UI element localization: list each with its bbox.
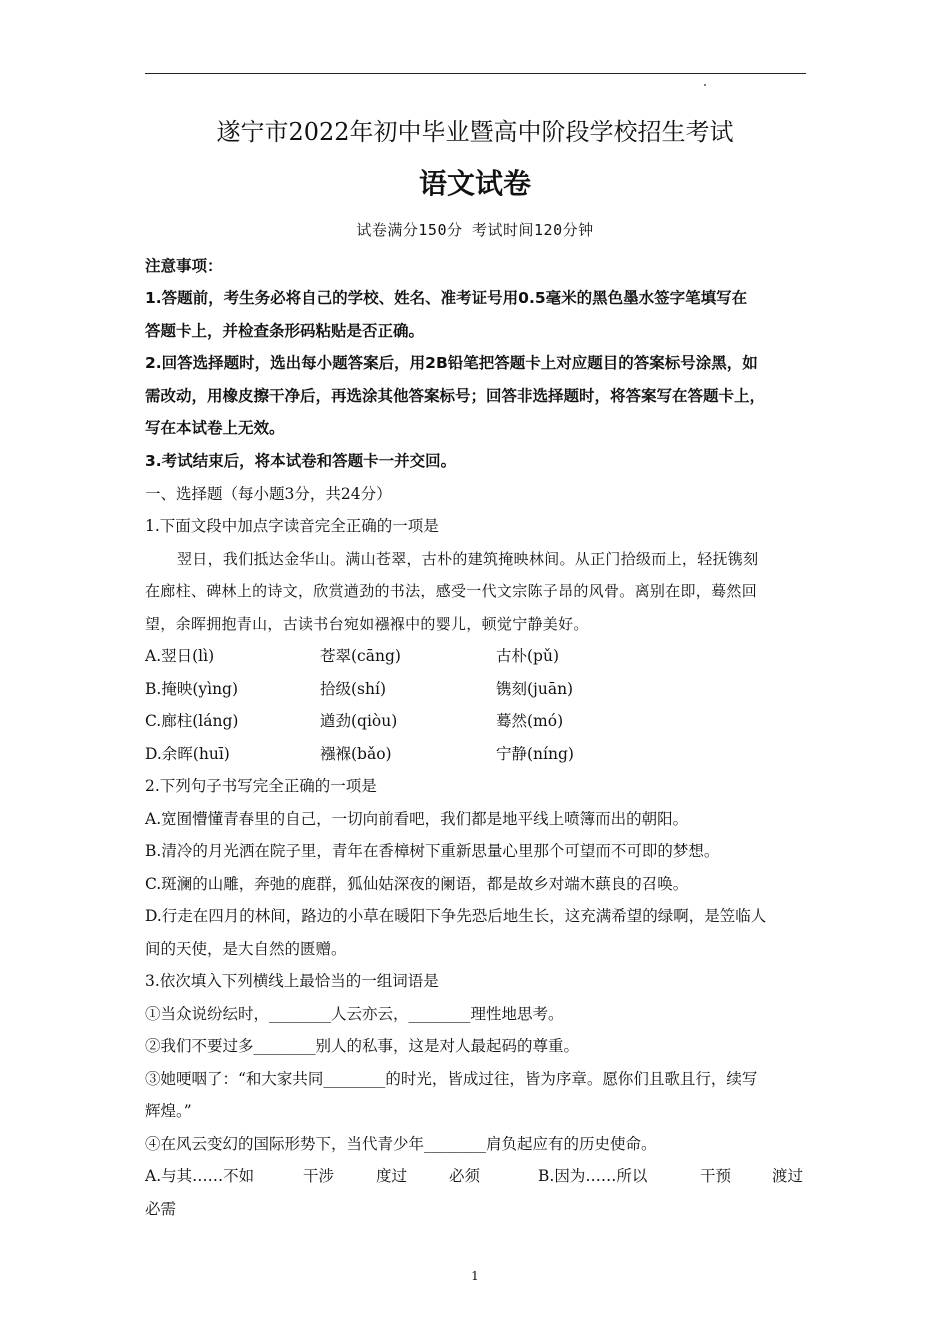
section-heading: 一、选择题（每小题3分，共24分） <box>145 485 392 503</box>
q1-option-c-1: C.廊柱(láng) <box>145 712 239 730</box>
q2-option-line: A.宽囿懵懂青春里的自己，一切向前看吧，我们都是地平线上喷簿而出的朝阳。 <box>145 810 689 828</box>
q1-option-c-3: 蓦然(mó) <box>496 712 564 730</box>
q3-option-a-1: A.与其……不如 <box>145 1167 255 1185</box>
q2-option-line: B.清冷的月光洒在院子里，青年在香樟树下重新思量心里那个可望而不可即的梦想。 <box>145 842 720 860</box>
q3-blank-line: 辉煌。” <box>145 1102 192 1120</box>
q1-option-b-3: 镌刻(juān) <box>496 680 574 698</box>
q3-option-a-4: 必须 <box>449 1167 481 1185</box>
q1-option-b-1: B.掩映(yìng) <box>145 680 239 698</box>
q1-option-d-1: D.余晖(huī) <box>145 745 230 763</box>
q3-blank-line: ②我们不要过多________别人的私事，这是对人最起码的尊重。 <box>145 1037 580 1055</box>
q3-option-b-3: 渡过 <box>772 1167 804 1185</box>
q2-option-line: D.行走在四月的林间，路边的小草在暖阳下争先恐后地生长，这充满希望的绿啊，是笠临人 <box>145 907 767 925</box>
exam-subtitle: 语文试卷 <box>418 167 531 200</box>
q1-option-a-2: 苍翠(cāng) <box>320 647 401 665</box>
question-2-stem: 2.下列句子书写完全正确的一项是 <box>145 777 377 795</box>
notice-line: 3.考试结束后，将本试卷和答题卡一并交回。 <box>145 452 457 470</box>
notice-line: 1.答题前，考生务必将自己的学校、姓名、准考证号用0.5毫米的黑色墨水签字笔填写在 <box>145 289 748 307</box>
q3-option-b-1: B.因为……所以 <box>538 1167 648 1185</box>
notice-line: 2.回答选择题时，选出每小题答案后，用2B铅笔把答题卡上对应题目的答案标号涂黑，如 <box>145 354 758 372</box>
exam-title: 遂宁市2022年初中毕业暨高中阶段学校招生考试 <box>216 118 734 146</box>
q2-option-line: C.斑澜的山雕，奔弛的鹿群，狐仙姑深夜的阑语，都是故乡对端木蕻良的召唤。 <box>145 875 689 893</box>
question-3-stem: 3.依次填入下列横线上最恰当的一组词语是 <box>145 972 439 990</box>
q1-option-d-3: 宁静(níng) <box>496 745 574 763</box>
q3-blank-line: ①当众说纷纭时，________人云亦云，________理性地思考。 <box>145 1005 564 1023</box>
q1-option-b-2: 拾级(shí) <box>320 680 386 698</box>
q3-option-b-4: 必需 <box>145 1200 177 1218</box>
notice-heading: 注意事项： <box>145 257 223 275</box>
question-1-passage-line: 翌日，我们抵达金华山。满山苍翠，古朴的建筑掩映林间。从正门拾级而上，轻抚镌刻 <box>177 550 759 568</box>
q3-blank-line: ④在风云变幻的国际形势下，当代青少年________肩负起应有的历史使命。 <box>145 1135 657 1153</box>
corner-dot <box>704 84 706 86</box>
q1-option-a-1: A.翌日(lì) <box>145 647 215 665</box>
q1-option-d-2: 襁褓(bǎo) <box>320 745 392 763</box>
q1-option-a-3: 古朴(pǔ) <box>496 647 559 665</box>
page-number: 1 <box>471 1269 479 1283</box>
q1-option-c-2: 遒劲(qiòu) <box>320 712 398 730</box>
notice-line: 答题卡上，并检查条形码粘贴是否正确。 <box>145 322 425 340</box>
notice-line: 需改动，用橡皮擦干净后，再选涂其他答案标号；回答非选择题时，将答案写在答题卡上， <box>145 387 766 405</box>
exam-info: 试卷满分150分 考试时间120分钟 <box>356 221 594 239</box>
q2-option-line: 间的天使，是大自然的匮赠。 <box>145 940 347 958</box>
question-1-passage-line: 在廊柱、碑林上的诗文，欣赏遒劲的书法，感受一代文宗陈子昂的风骨。离别在即，蓦然回 <box>145 582 758 600</box>
q3-option-a-3: 度过 <box>376 1167 408 1185</box>
question-1-stem: 1.下面文段中加点字读音完全正确的一项是 <box>145 517 439 535</box>
q3-option-a-2: 干涉 <box>303 1167 335 1185</box>
question-1-passage-line: 望，余晖拥抱青山，古读书台宛如襁褓中的婴儿，顿觉宁静美好。 <box>145 615 589 633</box>
notice-line: 写在本试卷上无效。 <box>145 419 285 437</box>
q3-option-b-2: 干预 <box>700 1167 732 1185</box>
header-rule <box>145 73 806 74</box>
q3-blank-line: ③她哽咽了：“和大家共同________的时光，皆成过往，皆为序章。愿你们且歌且行，续写 <box>145 1070 758 1088</box>
